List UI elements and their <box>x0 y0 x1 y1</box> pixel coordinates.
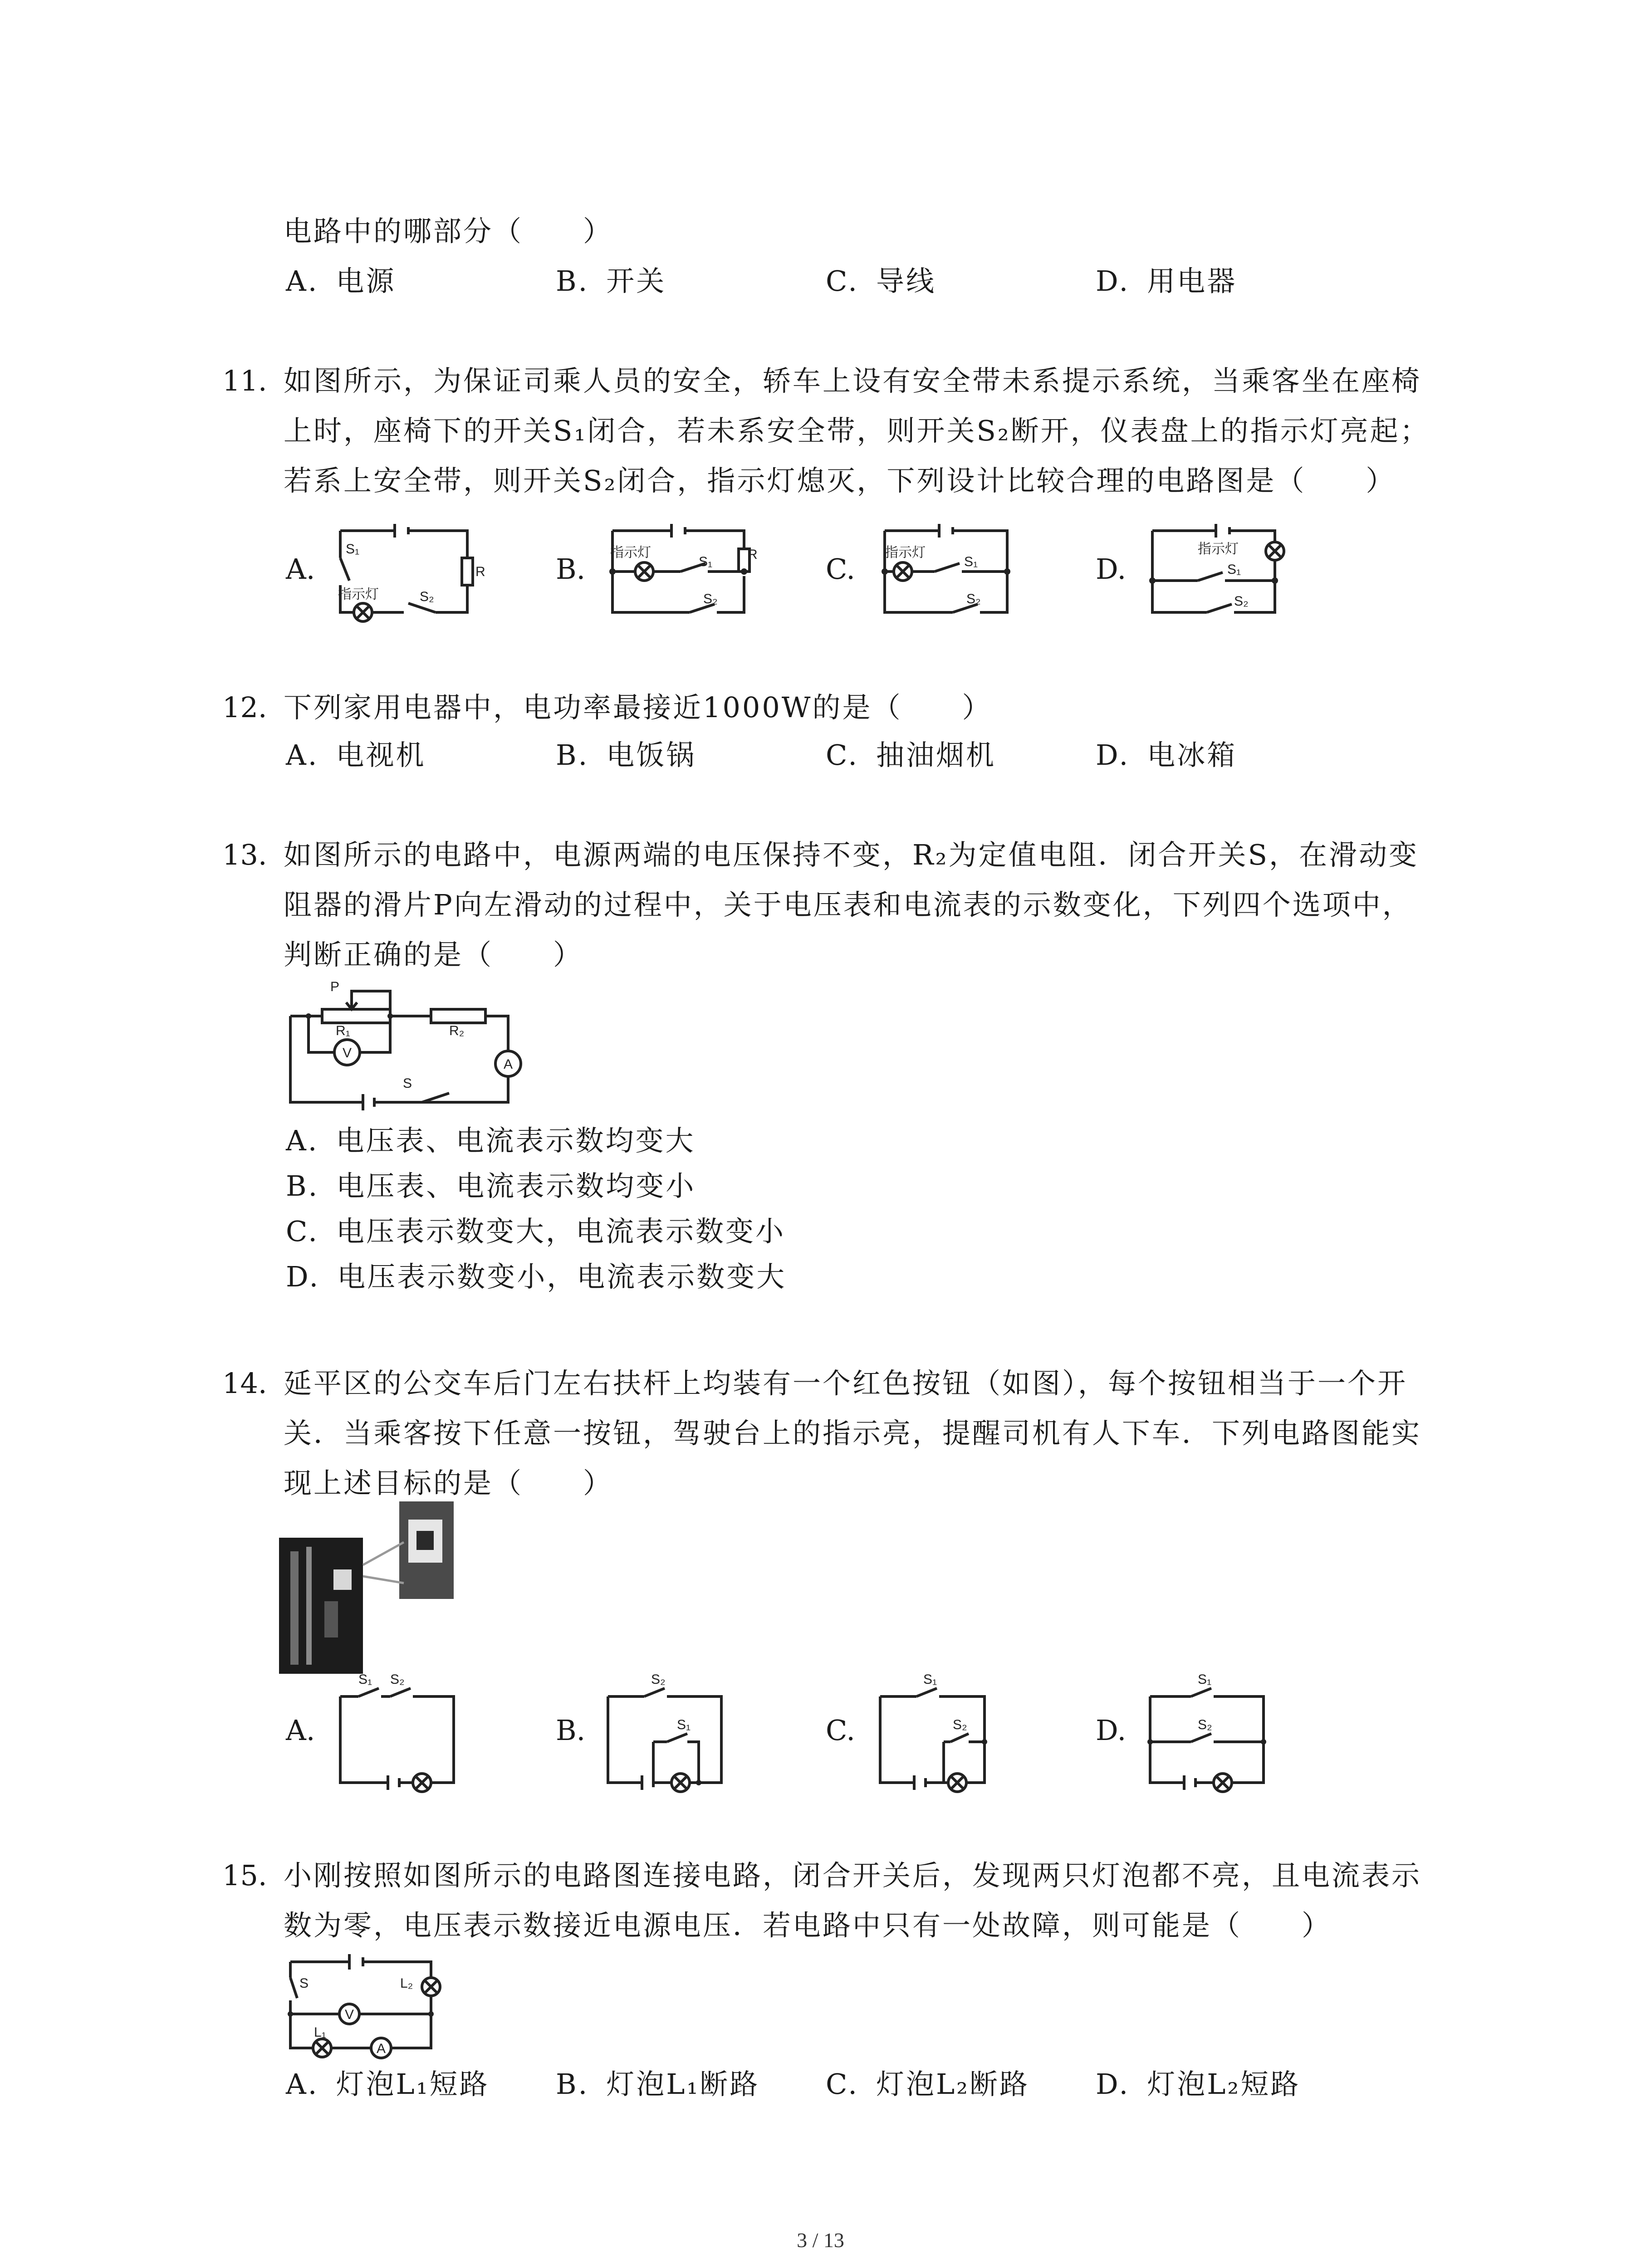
s2-label: S₂ <box>390 1672 405 1687</box>
q11-line-1: 如图所示，为保证司乘人员的安全，轿车上设有安全带未系提示系统，当乘客坐在座椅 <box>284 364 1422 397</box>
v-label: V <box>345 2007 354 2022</box>
s2-label: S₂ <box>953 1717 967 1732</box>
q12-number: 12. <box>222 691 267 724</box>
option-text: 电冰箱 <box>1147 738 1237 772</box>
q13-line-2: 阻器的滑片P向左滑动的过程中，关于电压表和电流表的示数变化，下列四个选项中， <box>284 888 1412 921</box>
lamp-label: 指示灯 <box>1198 542 1239 557</box>
s1-label: S₁ <box>699 554 713 569</box>
q11-line-3: 若系上安全带，则开关S₂闭合，指示灯熄灭，下列设计比较合理的电路图是（ ） <box>284 464 1396 497</box>
option-text: 用电器 <box>1147 264 1237 298</box>
s-label: S <box>299 1976 309 1991</box>
q11-circuit-d <box>1143 522 1288 626</box>
r2-label: R₂ <box>449 1023 465 1038</box>
s2-label: S₂ <box>703 591 718 606</box>
option-text: 电视机 <box>336 738 426 772</box>
page-number: 3 / 13 <box>797 2229 844 2252</box>
s-label: S <box>403 1076 412 1091</box>
q13-option-d[interactable] <box>286 1259 786 1295</box>
s2-label: S₂ <box>651 1672 666 1687</box>
q12-option-d[interactable] <box>1096 737 1237 773</box>
q13-line-1: 如图所示的电路中，电源两端的电压保持不变，R₂为定值电阻．闭合开关S，在滑动变 <box>284 838 1419 871</box>
q12-line: 下列家用电器中，电功率最接近1000W的是（ ） <box>284 691 992 724</box>
q11-option-b-label[interactable]: B. <box>556 552 586 586</box>
q13-circuit <box>281 979 517 1116</box>
q11-option-a-label[interactable]: A. <box>286 552 315 586</box>
option-label: D. <box>1096 2068 1130 2101</box>
q14-option-c-label[interactable]: C. <box>826 1714 855 1747</box>
option-label: B. <box>556 2068 589 2101</box>
q11-circuit-a <box>331 522 485 626</box>
option-label: C. <box>286 1215 319 1248</box>
q10-option-b[interactable] <box>556 263 666 299</box>
option-text: 电源 <box>336 264 396 298</box>
s2-label: S₂ <box>1234 594 1249 609</box>
q13-number: 13. <box>222 838 267 871</box>
option-text: 电压表、电流表示数均变小 <box>336 1169 696 1202</box>
s1-label: S₁ <box>1198 1672 1212 1687</box>
q11-line-2: 上时，座椅下的开关S₁闭合，若未系安全带，则开关S₂断开，仪表盘上的指示灯亮起； <box>284 414 1430 447</box>
photo-callout-lines <box>358 1533 408 1588</box>
option-text: 开关 <box>606 264 666 298</box>
q12-option-a[interactable] <box>286 737 426 773</box>
q11-option-c-label[interactable]: C. <box>826 552 855 586</box>
q14-line-2: 关．当乘客按下任意一按钮，驾驶台上的指示亮，提醒司机有人下车．下列电路图能实 <box>284 1417 1422 1450</box>
option-label: B. <box>556 264 589 298</box>
a-label: A <box>504 1057 513 1072</box>
q14-circuit-c <box>871 1669 1003 1801</box>
option-label: C. <box>826 2068 859 2101</box>
q14-option-d-label[interactable]: D. <box>1096 1714 1127 1747</box>
s1-label: S₁ <box>923 1672 937 1687</box>
q14-number: 14. <box>222 1367 267 1400</box>
q10-continuation: 电路中的哪部分（ ） <box>284 215 613 248</box>
q12-option-c[interactable] <box>826 737 996 773</box>
q14-line-1: 延平区的公交车后门左右扶杆上均装有一个红色按钮（如图），每个按钮相当于一个开 <box>284 1367 1408 1400</box>
option-text: 抽油烟机 <box>876 738 996 772</box>
option-text: 灯泡L₁断路 <box>606 2068 760 2101</box>
q15-option-c[interactable] <box>826 2066 1029 2102</box>
q14-circuit-a <box>331 1669 463 1801</box>
q14-option-a-label[interactable]: A. <box>286 1714 315 1747</box>
q14-option-b-label[interactable]: B. <box>556 1714 586 1747</box>
r1-label: R₁ <box>336 1023 350 1038</box>
lamp-label: 指示灯 <box>338 587 379 602</box>
v-label: V <box>343 1046 352 1061</box>
option-label: D. <box>286 1260 320 1293</box>
option-text: 灯泡L₁短路 <box>336 2068 490 2101</box>
q15-circuit <box>281 1950 445 2059</box>
q11-number: 11. <box>222 364 267 397</box>
q15-line-1: 小刚按照如图所示的电路图连接电路，闭合开关后，发现两只灯泡都不亮，且电流表示 <box>284 1859 1422 1892</box>
q11-circuit-c <box>876 522 1021 626</box>
q11-option-d-label[interactable]: D. <box>1096 552 1127 586</box>
option-label: C. <box>826 264 859 298</box>
p-label: P <box>330 979 340 994</box>
q13-option-c[interactable] <box>286 1213 785 1250</box>
r-label: R <box>748 547 758 562</box>
option-label: A. <box>286 264 319 298</box>
s1-label: S₁ <box>346 542 360 557</box>
s1-label: S₁ <box>1227 562 1241 577</box>
q13-option-a[interactable] <box>286 1123 696 1159</box>
option-label: A. <box>286 738 319 772</box>
q15-number: 15. <box>222 1859 267 1892</box>
option-label: C. <box>826 738 859 772</box>
q13-option-b[interactable] <box>286 1168 696 1204</box>
s2-label: S₂ <box>966 591 981 606</box>
q15-option-d[interactable] <box>1096 2066 1300 2102</box>
option-text: 灯泡L₂断路 <box>876 2068 1029 2101</box>
s1-label: S₁ <box>358 1672 372 1687</box>
q13-line-3: 判断正确的是（ ） <box>284 938 583 971</box>
q12-option-b[interactable] <box>556 737 696 773</box>
r-label: R <box>475 564 485 579</box>
l1-label: L₁ <box>314 2025 326 2040</box>
q15-option-a[interactable] <box>286 2066 490 2102</box>
q10-option-d[interactable] <box>1096 263 1237 299</box>
q15-option-b[interactable] <box>556 2066 759 2102</box>
option-text: 电压表示数变小，电流表示数变大 <box>337 1260 787 1293</box>
lamp-label: 指示灯 <box>885 545 926 560</box>
l2-label: L₂ <box>400 1976 413 1991</box>
option-label: A. <box>286 1124 319 1157</box>
q15-line-2: 数为零，电压表示数接近电源电压．若电路中只有一处故障，则可能是（ ） <box>284 1909 1332 1942</box>
a-label: A <box>377 2041 386 2056</box>
option-text: 电饭锅 <box>606 738 696 772</box>
q10-option-c[interactable] <box>826 263 936 299</box>
s2-label: S₂ <box>1198 1717 1212 1732</box>
q14-circuit-d <box>1141 1669 1273 1801</box>
option-text: 导线 <box>876 264 936 298</box>
lamp-label: 指示灯 <box>610 545 651 560</box>
option-label: D. <box>1096 264 1130 298</box>
option-label: B. <box>286 1169 319 1202</box>
option-label: D. <box>1096 738 1130 772</box>
q10-option-a[interactable] <box>286 263 396 299</box>
q14-line-3: 现上述目标的是（ ） <box>284 1466 613 1500</box>
s2-label: S₂ <box>420 589 434 604</box>
bus-handrail-photo <box>279 1538 363 1674</box>
s1-label: S₁ <box>964 554 978 569</box>
option-label: B. <box>556 738 589 772</box>
s1-label: S₁ <box>677 1717 691 1732</box>
q14-circuit-b <box>599 1669 730 1801</box>
q11-circuit-b <box>603 522 758 626</box>
option-text: 灯泡L₂短路 <box>1147 2068 1301 2101</box>
option-text: 电压表示数变大，电流表示数变小 <box>336 1215 785 1248</box>
option-label: A. <box>286 2068 319 2101</box>
option-text: 电压表、电流表示数均变大 <box>336 1124 696 1157</box>
